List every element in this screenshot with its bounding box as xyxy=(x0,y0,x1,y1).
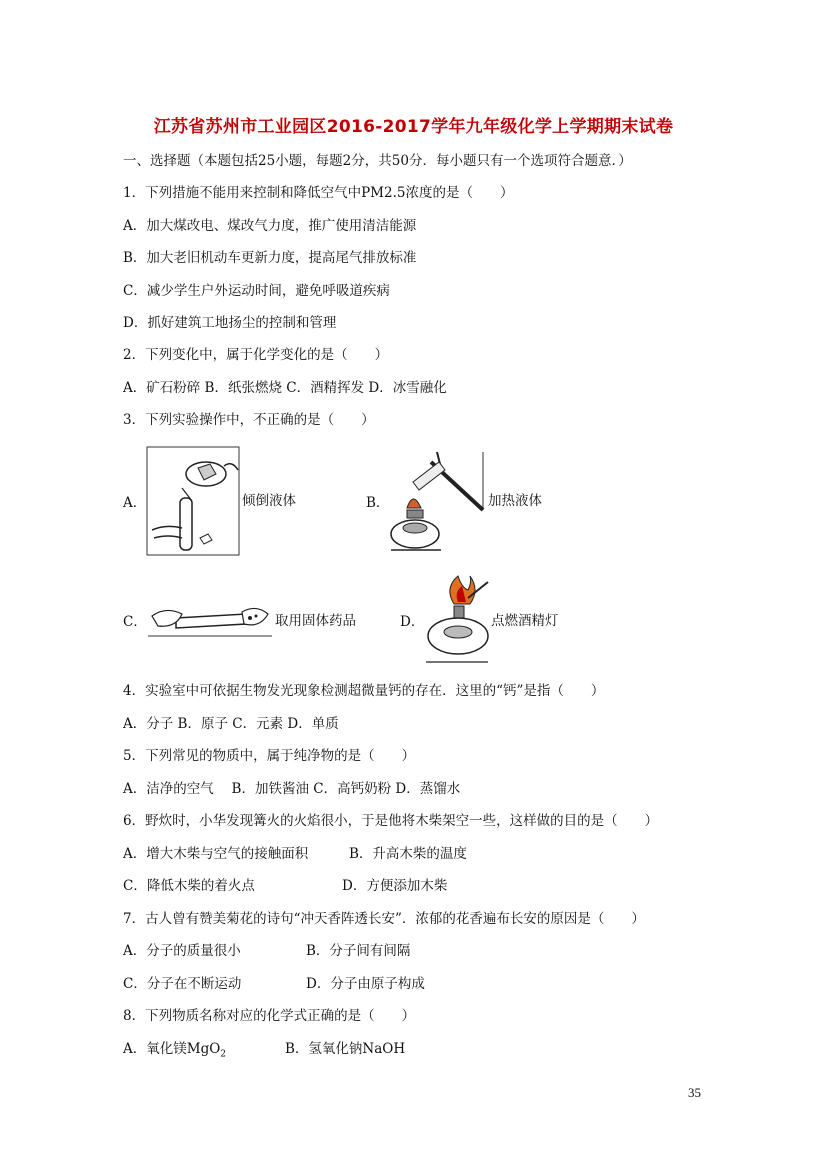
question-3-option-c-letter: C． xyxy=(123,614,147,630)
question-8-option-a-subscript: 2 xyxy=(220,1049,227,1060)
question-3-option-a-letter: A． xyxy=(123,495,147,511)
question-7-option-d: D．分子由原子构成 xyxy=(306,976,425,992)
pouring-liquid-illustration xyxy=(146,446,240,556)
question-1-option-a: A．加大煤改电、煤改气力度，推广使用清洁能源 xyxy=(123,218,417,234)
question-8-option-a-text: A．氧化镁MgO xyxy=(123,1041,221,1057)
question-8-option-b: B．氢氧化钠NaOH xyxy=(285,1041,406,1057)
question-1-option-d: D．抓好建筑工地扬尘的控制和管理 xyxy=(123,315,337,331)
question-7-option-a: A．分子的质量很小 xyxy=(123,943,241,959)
question-4-stem: 4．实验室中可依据生物发光现象检测超微量钙的存在．这里的“钙”是指（ ） xyxy=(123,683,605,699)
question-7-option-c: C．分子在不断运动 xyxy=(123,976,242,992)
question-6-option-d: D．方便添加木柴 xyxy=(342,878,448,894)
question-8-option-a xyxy=(123,1040,226,1064)
section-heading: 一、选择题（本题包括25小题，每题2分，共50分．每小题只有一个选项符合题意．） xyxy=(123,153,632,169)
question-1-option-b: B．加大老旧机动车更新力度，提高尾气排放标准 xyxy=(123,250,417,266)
question-7-stem: 7．古人曾有赞美菊花的诗句“冲天香阵透长安”．浓郁的花香遍布长安的原因是（ ） xyxy=(123,911,645,927)
question-5-stem: 5．下列常见的物质中，属于纯净物的是（ ） xyxy=(123,748,416,764)
lighting-alcohol-lamp-illustration xyxy=(424,574,490,664)
question-6-stem: 6．野炊时，小华发现篝火的火焰很小，于是他将木柴架空一些，这样做的目的是（ ） xyxy=(123,813,659,829)
question-8-stem: 8．下列物质名称对应的化学式正确的是（ ） xyxy=(123,1008,416,1024)
question-3-stem: 3．下列实验操作中，不正确的是（ ） xyxy=(123,412,375,428)
question-3-option-d-letter: D． xyxy=(400,614,425,630)
page-number: 35 xyxy=(688,1085,701,1100)
taking-solid-reagent-illustration xyxy=(146,598,274,644)
question-3-option-c-text: 取用固体药品 xyxy=(275,613,356,629)
question-7-option-b: B．分子间有间隔 xyxy=(306,943,411,959)
question-3-option-a-text: 倾倒液体 xyxy=(242,493,296,509)
question-2-stem: 2．下列变化中，属于化学变化的是（ ） xyxy=(123,347,389,363)
page-title: 江苏省苏州市工业园区2016-2017学年九年级化学上学期期末试卷 xyxy=(153,117,674,137)
question-3-option-b-letter: B． xyxy=(366,495,390,511)
question-6-option-c: C．降低木柴的着火点 xyxy=(123,878,255,894)
question-6-option-b: B．升高木柴的温度 xyxy=(349,846,467,862)
question-1-stem: 1．下列措施不能用来控制和降低空气中PM2.5浓度的是（ ） xyxy=(123,185,514,201)
question-3-option-d-text: 点燃酒精灯 xyxy=(491,613,559,629)
question-1-option-c: C．减少学生户外运动时间，避免呼吸道疾病 xyxy=(123,283,390,299)
question-6-option-a: A．增大木柴与空气的接触面积 xyxy=(123,846,309,862)
question-5-options: A．洁净的空气 B．加铁酱油 C．高钙奶粉 D．蒸馏水 xyxy=(123,781,461,797)
question-3-option-b-text: 加热液体 xyxy=(488,493,542,509)
question-4-options: A．分子 B．原子 C．元素 D．单质 xyxy=(123,716,339,732)
question-2-options: A．矿石粉碎 B．纸张燃烧 C．酒精挥发 D．冰雪融化 xyxy=(123,380,447,396)
heating-liquid-illustration xyxy=(387,448,487,554)
